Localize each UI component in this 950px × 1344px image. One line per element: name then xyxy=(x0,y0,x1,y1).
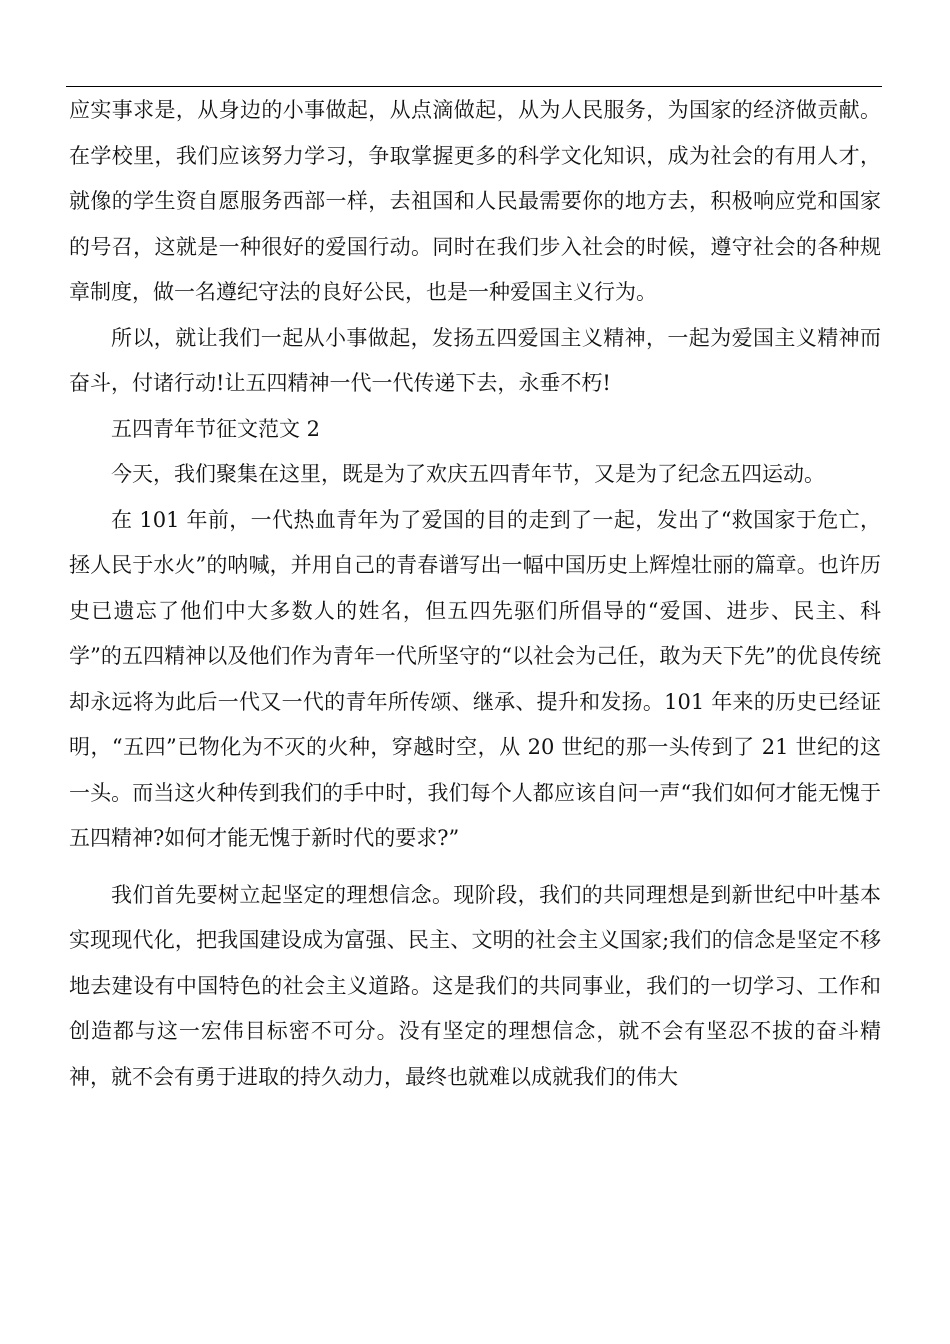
body-paragraph: 所以，就让我们一起从小事做起，发扬五四爱国主义精神，一起为爱国主义精神而奋斗，付诸行动!让五四精神一代一代传递下去，永垂不朽! xyxy=(69,325,881,395)
body-paragraph: 我们首先要树立起坚定的理想信念。现阶段，我们的共同理想是到新世纪中叶基本实现现代化，把我国建设成为富强、民主、文明的社会主义国家;我们的信念是坚定不移地去建设有中国特色的社会主义道路。这是我们的共同事业，我们的一切学习、工作和创造都与这一宏伟目标密不可分。没有坚定的理想信念，就不会有坚忍不拔的奋斗精神，就不会有勇于进取的持久动力，最终也就难以成就我们的伟大 xyxy=(69,882,881,1089)
section-heading: 五四青年节征文范文 2 xyxy=(111,416,321,441)
document-body xyxy=(69,88,881,1100)
body-paragraph: 在 101 年前，一代热血青年为了爱国的目的走到了一起，发出了“救国家于危亡，拯人民于水火”的呐喊，并用自己的青春谱写出一幅中国历史上辉煌壮丽的篇章。也许历史已遗忘了他们中大多数人的姓名，但五四先驱们所倡导的“爱国、进步、民主、科学”的五四精神以及他们作为青年一代所坚守的“以社会为己任，敢为天下先”的优良传统却永远将为此后一代又一代的青年所传颂、继承、提升和发扬。101 年来的历史已经证明，“五四”已物化为不灭的火种，穿越时空，从 20 世纪的那一头传到了 21 世纪的这一头。而当这火种传到我们的手中时，我们每个人都应该自问一声“我们如何才能无愧于五四精神?如何才能无愧于新时代的要求?” xyxy=(69,507,881,850)
body-paragraph: 今天，我们聚集在这里，既是为了欢庆五四青年节，又是为了纪念五四运动。 xyxy=(111,462,825,486)
header-rule xyxy=(66,86,882,87)
body-paragraph: 应实事求是，从身边的小事做起，从点滴做起，从为人民服务，为国家的经济做贡献。在学校里，我们应该努力学习，争取掌握更多的科学文化知识，成为社会的有用人才，就像的学生资自愿服务西部一样，去祖国和人民最需要你的地方去，积极响应党和国家的号召，这就是一种很好的爱国行动。同时在我们步入社会的时候，遵守社会的各种规章制度，做一名遵纪守法的良好公民，也是一种爱国主义行为。 xyxy=(69,98,881,304)
